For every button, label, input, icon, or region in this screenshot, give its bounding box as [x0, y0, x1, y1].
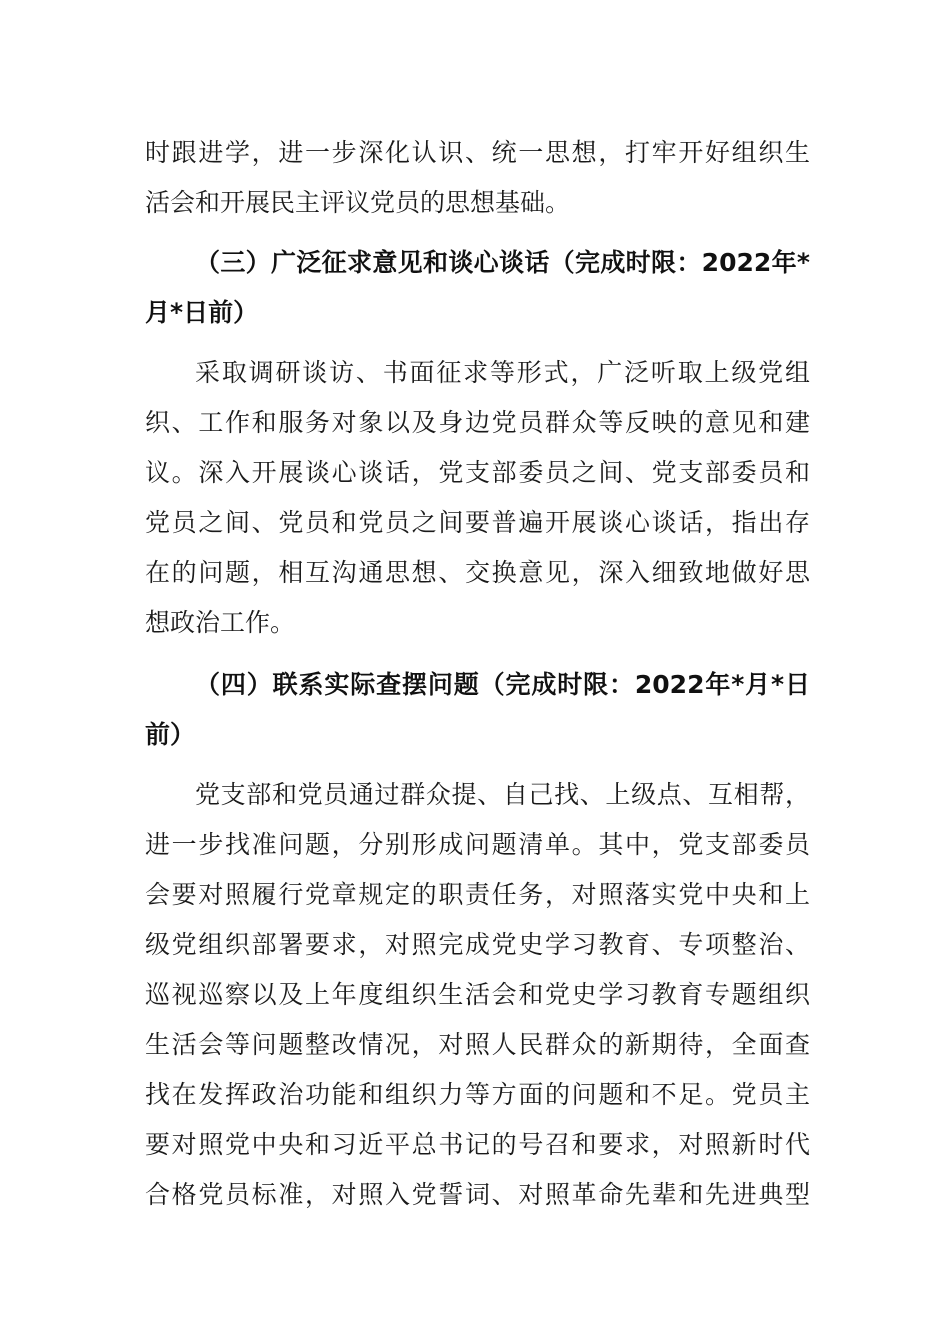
- section-heading: 月*日前）: [145, 298, 259, 327]
- paragraph-line: 会要对照履行党章规定的职责任务，对照落实党中央和上: [145, 880, 810, 909]
- paragraph-line: 巡视巡察以及上年度组织生活会和党史学习教育专题组织: [145, 980, 810, 1009]
- paragraph-line: 活会和开展民主评议党员的思想基础。: [145, 188, 571, 217]
- paragraph-line: 织、工作和服务对象以及身边党员群众等反映的意见和建: [145, 408, 810, 437]
- section-heading: 前）: [145, 720, 196, 749]
- paragraph-line: 生活会等问题整改情况，对照人民群众的新期待，全面查: [145, 1030, 810, 1059]
- paragraph-line: 议。深入开展谈心谈话，党支部委员之间、党支部委员和: [145, 458, 810, 487]
- paragraph-line: 在的问题，相互沟通思想、交换意见，深入细致地做好思: [145, 558, 810, 587]
- paragraph-line: 合格党员标准，对照入党誓词、对照革命先辈和先进典型: [145, 1180, 810, 1209]
- paragraph-line: 进一步找准问题，分别形成问题清单。其中，党支部委员: [145, 830, 810, 859]
- paragraph-line: 党员之间、党员和党员之间要普遍开展谈心谈话，指出存: [145, 508, 810, 537]
- paragraph-line: 想政治工作。: [145, 608, 296, 637]
- paragraph-line: 级党组织部署要求，对照完成党史学习教育、专项整治、: [145, 930, 810, 959]
- paragraph-line: 采取调研谈访、书面征求等形式，广泛听取上级党组: [195, 358, 810, 387]
- paragraph-line: 党支部和党员通过群众提、自己找、上级点、互相帮，: [195, 780, 810, 809]
- paragraph-line: 要对照党中央和习近平总书记的号召和要求，对照新时代: [145, 1130, 810, 1159]
- section-heading: （四）联系实际查摆问题（完成时限：2022年*月*日: [195, 670, 810, 699]
- paragraph-line: 找在发挥政治功能和组织力等方面的问题和不足。党员主: [145, 1080, 810, 1109]
- section-heading: （三）广泛征求意见和谈心谈话（完成时限：2022年*: [195, 248, 810, 277]
- paragraph-line: 时跟进学，进一步深化认识、统一思想，打牢开好组织生: [145, 138, 810, 167]
